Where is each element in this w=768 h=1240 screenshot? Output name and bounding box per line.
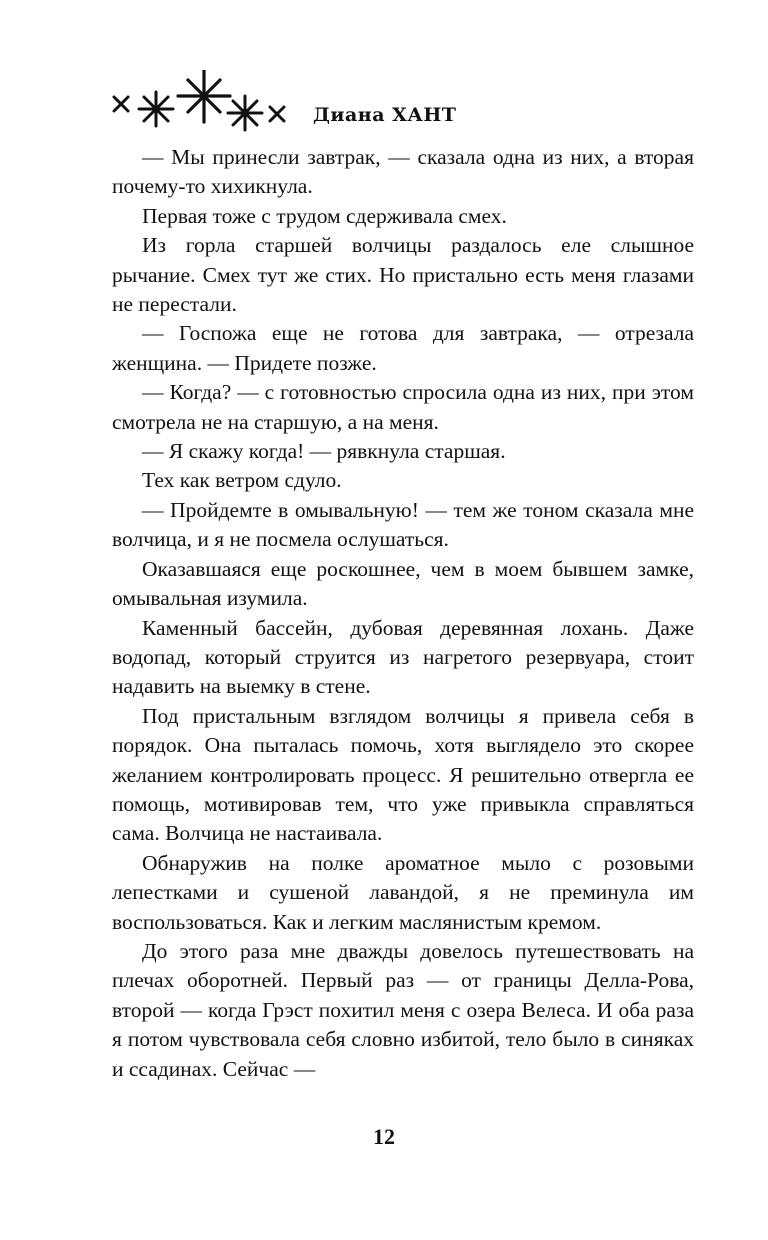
star-icon (178, 70, 230, 122)
paragraph: — Когда? — с готовностью спросила одна из них, при этом смотрела не на старшую, а на меня. (112, 380, 694, 434)
star-icon (270, 107, 284, 121)
paragraph: — Пройдемте в омывальную! — тем же тоном сказала мне волчица, и я не посмела ослушаться. (112, 497, 694, 552)
paragraph: Оказавшаяся еще роскошнее, чем в моем бывшем замке, омывальная изумила. (112, 556, 694, 611)
paragraph: — Я скажу когда! — рявкнула старшая. (142, 439, 506, 464)
stars-ornament-icon (112, 70, 302, 132)
page-body (112, 143, 694, 1084)
paragraph: — Мы принесли завтрак, — сказала одна из них, а вторая почему-то хихикнула. (112, 145, 694, 199)
running-head: Диана ХАНТ (313, 104, 457, 126)
paragraph: Каменный бассейн, дубовая деревянная лохань. Даже водопад, который струится из нагретого резервуара, стоит надавить на выемку в стене. (112, 615, 694, 699)
paragraph: — Госпожа еще не готова для завтрака, — отрезала женщина. — Придете позже. (112, 321, 694, 375)
page-number: 12 (373, 1124, 395, 1149)
star-icon (139, 92, 173, 126)
paragraph: Обнаружив на полке ароматное мыло с розовыми лепестками и сушеной лавандой, я не преминула им воспользоваться. Как и легким маслянистым кремом. (112, 850, 694, 934)
paragraph: Под пристальным взглядом волчицы я привела себя в порядок. Она пыталась помочь, хотя выглядело это скорее желанием контролировать процесс. Я решительно отвергла ее помощь, мотивировав тем, что уже привыкла справляться сама. Волчица не настаивала. (112, 703, 694, 846)
paragraph: Первая тоже с трудом сдерживала смех. (142, 203, 507, 228)
star-icon (228, 96, 262, 130)
page-header (112, 70, 712, 132)
star-icon (114, 97, 128, 111)
paragraph: Тех как ветром сдуло. (142, 468, 342, 493)
paragraph: До этого раза мне дважды довелось путешествовать на плечах оборотней. Первый раз — от границы Делла-Рова, второй — когда Грэст похитил меня с озера Велеса. И оба раза я потом чувствовала себя словно избитой, тело было в синяках и ссадинах. Сейчас — (112, 938, 694, 1081)
paragraph: Из горла старшей волчицы раздалось еле слышное рычание. Смех тут же стих. Но пристально есть меня глазами не перестали. (112, 233, 694, 317)
